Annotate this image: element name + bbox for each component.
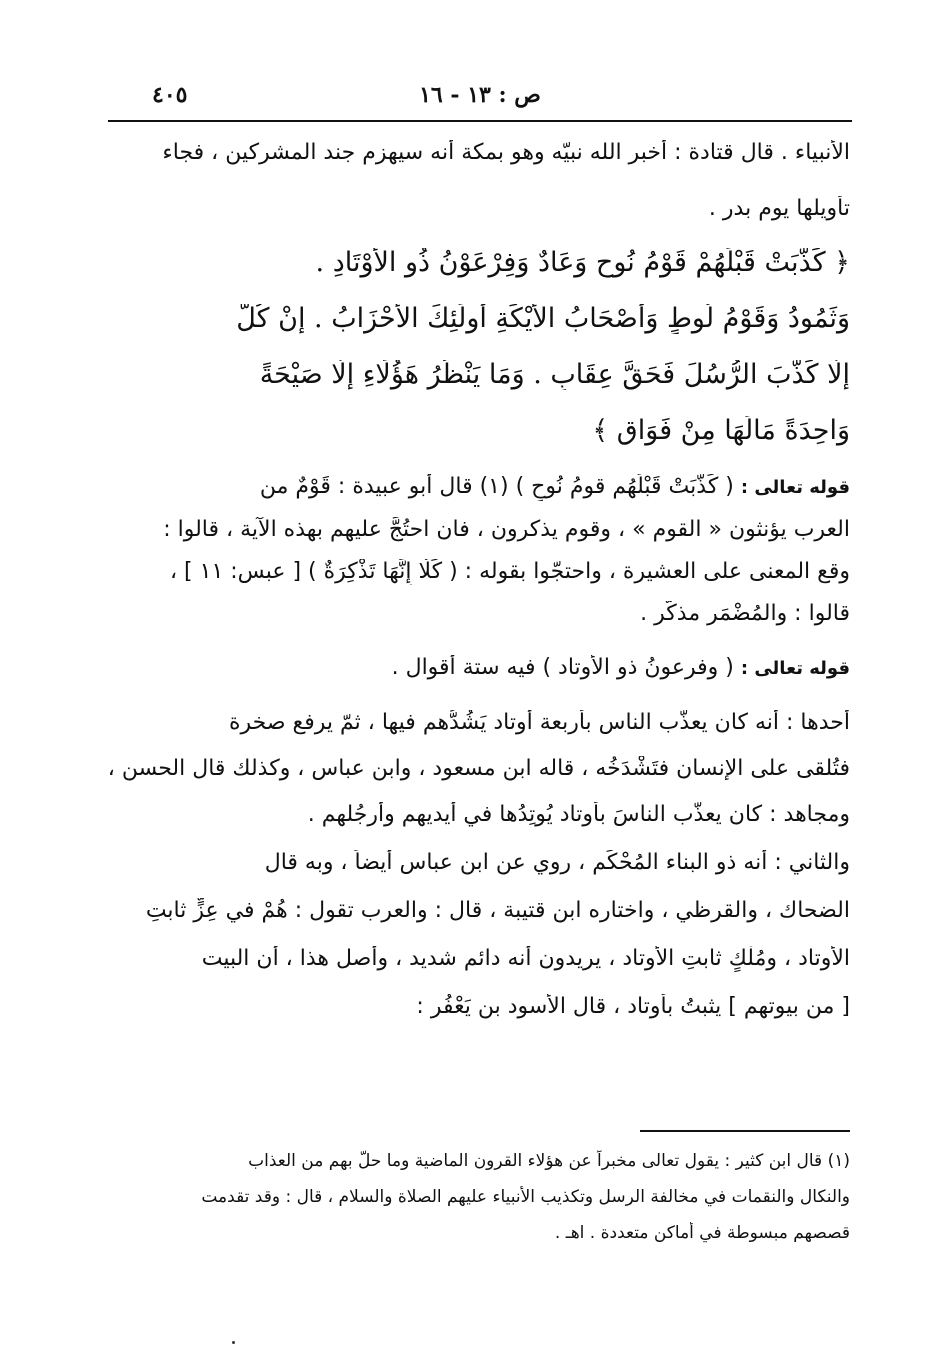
text-line: قالوا : والمُضْمَر مذكّر . <box>640 601 850 626</box>
header-rule <box>108 120 852 122</box>
print-speck <box>232 1341 235 1344</box>
text-line: الأنبياء . قال قتادة : أخبر الله نبيّه وهو بمكة أنه سيهزم جند المشركين ، فجاء <box>162 140 850 165</box>
text-line: وقع المعنى على العشيرة ، واحتجّوا بقوله : ( كَلَّا إِنَّهَا تَذْكِرَةٌ ) [ عبس: ١١ ] ، <box>169 559 850 584</box>
footnote-rule <box>640 1130 850 1132</box>
commentary-line <box>100 474 850 501</box>
commentary-line <box>100 655 850 682</box>
commentary-text: ( كَذَّبَتْ قَبْلَهُم قومُ نُوحٍ ) (١) قال أبو عبيدة : قَوْمٌ من <box>259 474 734 499</box>
commentary-text: ( وفرعونُ ذو الأوتاد ) فيه ستة أقوال . <box>391 655 734 680</box>
commentary-label: قوله تعالى : <box>740 658 850 679</box>
text-line: الضحاك ، والقرظي ، واختاره ابن قتيبة ، قال : والعرب تقول : هُمْ في عِزٍّ ثابتِ <box>145 898 850 923</box>
text-line: [ من بيوتهم ] يثبتُ بأوتاد ، قال الأسود بن يَعْفُر : <box>416 994 850 1019</box>
footnote <box>100 1150 850 1244</box>
page-header <box>110 82 850 116</box>
text-line: الأوتاد ، ومُلْكٍ ثابتِ الأوتاد ، يريدون أنه دائم شديد ، وأصل هذا ، أن البيت <box>201 946 850 971</box>
commentary-label: قوله تعالى : <box>740 477 850 498</box>
text-line: والثاني : أنه ذو البناء المُحْكَم ، روي عن ابن عباس أيضاً ، وبه قال <box>264 850 850 875</box>
quran-verse-line: إِلَّا كَذَّبَ الرُّسُلَ فَحَقَّ عِقَابِ . وَمَا يَنْظُرُ هَؤُلَاءِ إِلَّا صَيْحَةً <box>259 360 850 390</box>
quran-verse-line: وَثَمُودُ وَقَوْمُ لُوطٍ وَأَصْحَابُ الأَيْكَةِ أُولَئِكَ الأَحْزَابُ . إِنْ كُلٌّ <box>236 304 850 334</box>
text-line: تأويلها يوم بدر . <box>708 196 850 221</box>
text-line: العرب يؤنثون « القوم » ، وقوم يذكرون ، فان احتُجَّ عليهم بهذه الآية ، قالوا : <box>163 517 850 542</box>
main-text <box>100 130 850 1020</box>
footnote-line: قصصهم مبسوطة في أماكن متعددة . اهـ . <box>554 1223 850 1243</box>
footnote-line: (١) قال ابن كثير : يقول تعالى مخبراً عن هؤلاء القرون الماضية وما حلّ بهم من العذاب <box>248 1151 850 1171</box>
footnote-line: والنكال والنقمات في مخالفة الرسل وتكذيب الأنبياء عليهم الصلاة والسلام ، قال : وقد تقدمت <box>201 1187 850 1207</box>
text-line: فتُلقى على الإنسان فتَشْدَخُه ، قاله ابن مسعود ، وابن عباس ، وكذلك قال الحسن ، <box>107 756 850 781</box>
quran-verse-line: ﴿ كَذَّبَتْ قَبْلَهُمْ قَوْمُ نُوحٍ وَعَادٌ وَفِرْعَوْنُ ذُو الأَوْتَادِ . <box>315 248 850 278</box>
verse-reference: ص : ١٣ - ١٦ <box>419 82 541 108</box>
text-line: أحدها : أنه كان يعذّب الناس بأربعة أوتاد يَشُدُّهم فيها ، ثمّ يرفع صخرة <box>228 710 850 735</box>
text-line: ومجاهد : كان يعذّب الناسَ بأوتاد يُوتِدُها في أيديهم وأرجُلهم . <box>307 802 850 827</box>
quran-verse-line: وَاحِدَةً مَالَهَا مِنْ فَوَاقٍ ﴾ <box>592 416 850 446</box>
page-number: ٤٠٥ <box>152 82 188 108</box>
